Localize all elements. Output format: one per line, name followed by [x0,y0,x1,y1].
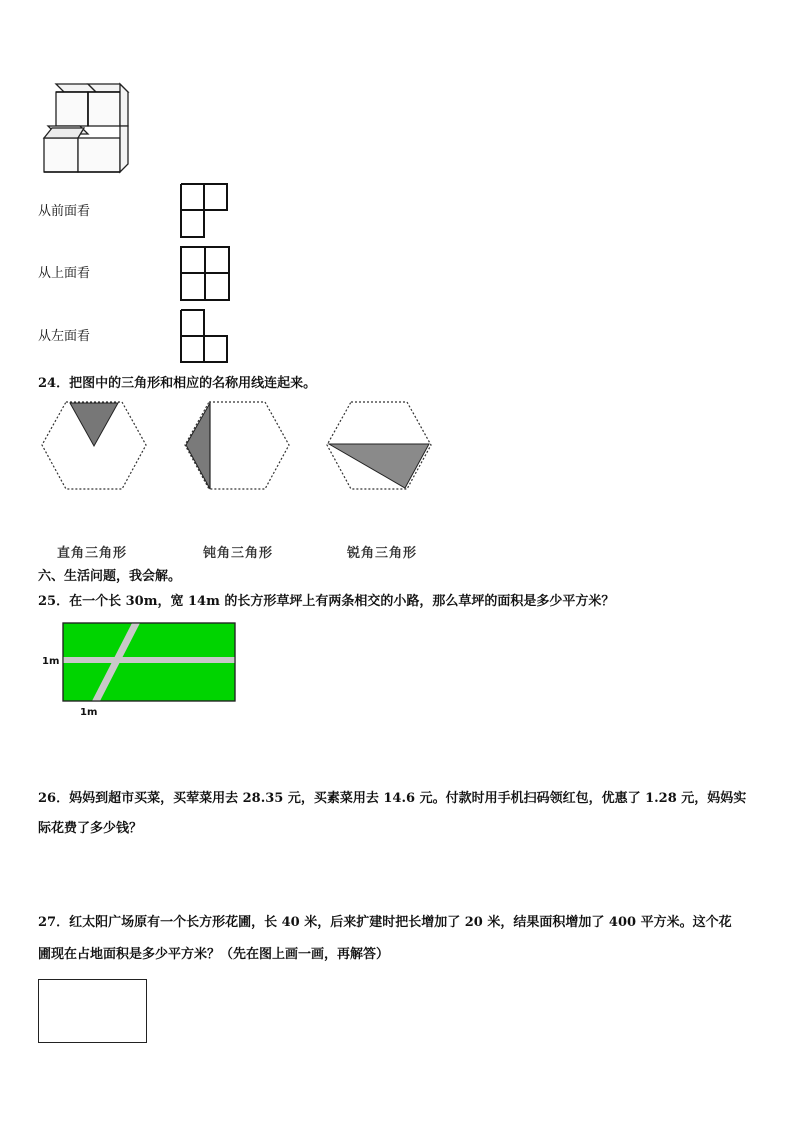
path-width-label-left: 1m [42,656,60,667]
question-25: 25．在一个长 30m，宽 14m 的长方形草坪上有两条相交的小路，那么草坪的面积是多少平方米？ [38,594,615,609]
cube-stack-figure [38,80,134,176]
question-26-line-1: 26．妈妈到超市买菜，买荤菜用去 28.35 元，买素菜用去 14.6 元。付款时用手机扫码领红包，优惠了 1.28 元，妈妈实 [38,791,747,806]
question-27-line-1: 27．红太阳广场原有一个长方形花圃，长 40 米，后来扩建时把长增加了 20 米，结果面积增加了 400 平方米。这个花 [38,915,732,930]
hexagon-1 [40,400,148,492]
front-view-shape [180,183,230,239]
hexagon-2 [183,400,291,492]
question-24: 24．把图中的三角形和相应的名称用线连起来。 [38,376,317,391]
question-26-line-2: 际花费了多少钱？ [38,821,143,836]
left-view-label: 从左面看 [38,329,91,344]
left-view-shape [180,309,230,365]
question-27-line-2: 圃现在占地面积是多少平方米？（先在图上画一画，再解答） [38,947,390,962]
top-view-shape [180,246,232,302]
section-6-heading: 六、生活问题，我会解。 [38,569,182,584]
top-view-label: 从上面看 [38,266,91,281]
lawn-diagram [62,622,238,704]
flower-bed-rectangle[interactable] [38,979,147,1043]
path-width-label-bottom: 1m [80,707,98,718]
caption-obtuse-triangle: 钝角三角形 [203,546,274,561]
caption-acute-triangle: 锐角三角形 [347,546,418,561]
caption-right-triangle: 直角三角形 [57,546,128,561]
front-view-label: 从前面看 [38,204,91,219]
hexagon-3 [325,400,433,492]
